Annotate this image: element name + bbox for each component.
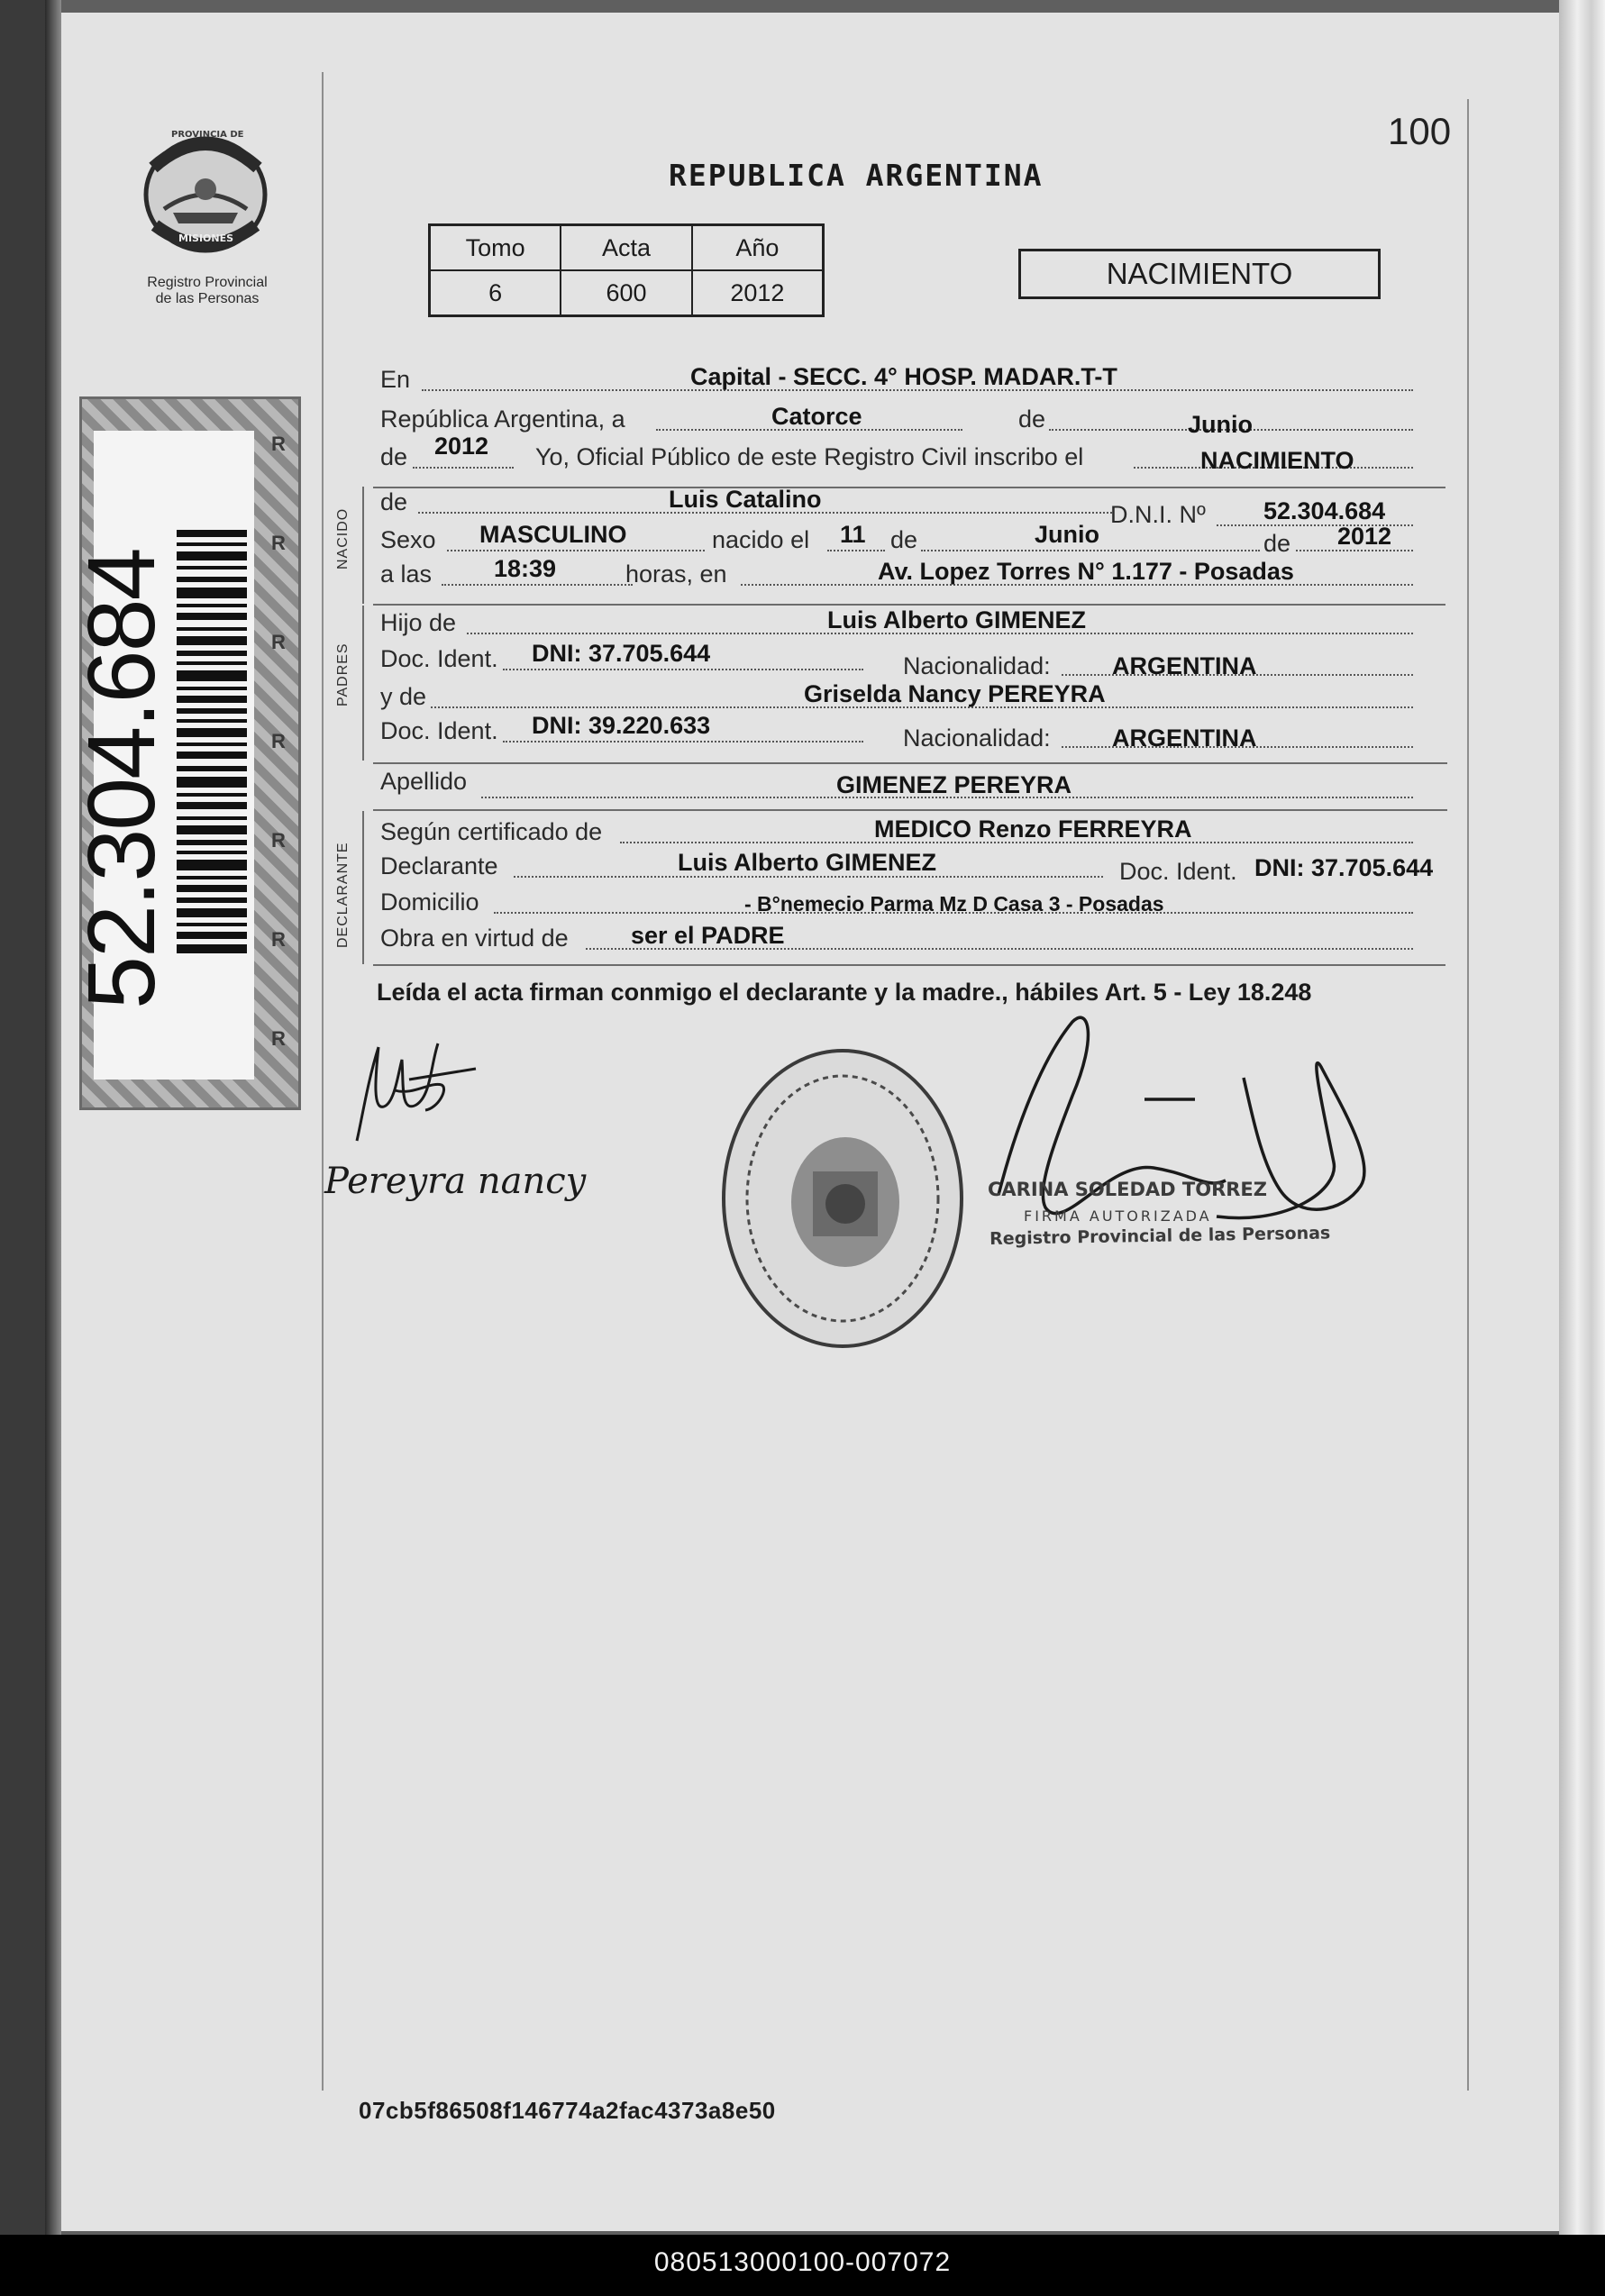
section-label-padres: PADRES <box>335 642 351 706</box>
value-birth-month: Junio <box>1035 521 1099 548</box>
value-mother-dni: DNI: 39.220.633 <box>532 712 711 739</box>
record-type-box: NACIMIENTO <box>1018 249 1381 299</box>
tag-pattern-letter: R <box>271 433 286 455</box>
divider <box>373 964 1445 966</box>
barcode-icon <box>177 530 247 953</box>
row-inscription <box>377 433 1444 479</box>
tag-pattern-letter: R <box>271 631 286 653</box>
label-de: de <box>1263 530 1291 557</box>
barcode-number: 52.304.684 <box>68 549 175 1009</box>
document-title: REPUBLICA ARGENTINA <box>669 158 1044 193</box>
right-margin-line <box>1467 99 1469 2091</box>
label-nacionalidad: Nacionalidad: <box>903 724 1051 752</box>
label-domicilio: Domicilio <box>380 888 479 916</box>
value-child-name: Luis Catalino <box>669 486 822 513</box>
document-hash: 07cb5f86508f146774a2fac4373a8e50 <box>359 2097 776 2124</box>
register-header-anio: Año <box>692 225 824 271</box>
book-page-edges <box>1559 0 1605 2235</box>
label-segun-certificado: Según certificado de <box>380 818 603 845</box>
label-oficial-publico: Yo, Oficial Público de este Registro Civil inscribo el <box>535 443 1084 470</box>
label-en: En <box>380 366 411 393</box>
label-de: de <box>380 488 408 515</box>
round-official-seal-icon <box>712 1036 973 1361</box>
value-birth-place: Av. Lopez Torres N° 1.177 - Posadas <box>878 558 1294 585</box>
label-a-las: a las <box>380 560 433 588</box>
official-stamp-line3: Registro Provincial de las Personas <box>989 1223 1331 1249</box>
label-republica: República Argentina, a <box>380 405 625 433</box>
value-child-dni: 52.304.684 <box>1263 497 1386 524</box>
row-padre-doc <box>377 640 1444 681</box>
label-de: de <box>890 526 918 553</box>
value-father-name: Luis Alberto GIMENEZ <box>827 606 1087 633</box>
emblem-caption <box>108 275 306 307</box>
value-month-written: Junio <box>1188 411 1253 438</box>
row-nacido-nombre <box>377 486 1444 528</box>
label-obra-en-virtud: Obra en virtud de <box>380 925 569 952</box>
value-place: Capital - SECC. 4° HOSP. MADAR.T-T <box>690 363 1117 390</box>
value-mother-nationality: ARGENTINA <box>1112 724 1257 752</box>
value-day-written: Catorce <box>771 403 862 430</box>
emblem-caption-line-1: Registro Provincial <box>147 275 268 290</box>
label-y-de: y de <box>380 683 427 710</box>
row-declarante <box>377 849 1444 888</box>
divider <box>373 809 1447 811</box>
divider <box>373 762 1447 764</box>
official-stamp-name: CARINA SOLEDAD TORREZ <box>988 1179 1268 1200</box>
footer-id: 080513000100-007072 <box>653 2247 952 2277</box>
label-doc-ident: Doc. Ident. <box>380 717 498 744</box>
mother-signature: Pereyra nancy <box>324 1161 587 1202</box>
value-declarante: Luis Alberto GIMENEZ <box>678 849 937 876</box>
label-doc-ident: Doc. Ident. <box>1119 858 1237 885</box>
section-bar-nacido <box>362 487 364 604</box>
label-de: de <box>1018 405 1046 433</box>
register-table <box>428 223 825 317</box>
row-date <box>377 405 1444 442</box>
label-hijo-de: Hijo de <box>380 609 457 636</box>
value-birth-year: 2012 <box>1337 523 1392 550</box>
row-madre-doc <box>377 712 1444 753</box>
tag-pattern-letter: R <box>271 928 286 951</box>
tag-pattern-letter: R <box>271 532 286 554</box>
emblem-seal-text-bottom: MISIONES <box>178 232 234 244</box>
value-declarante-dni: DNI: 37.705.644 <box>1254 854 1434 881</box>
register-value-tomo: 6 <box>430 270 561 316</box>
section-label-declarante: DECLARANTE <box>335 842 351 948</box>
label-nacido-el: nacido el <box>712 526 810 553</box>
label-sexo: Sexo <box>380 526 436 553</box>
emblem-caption-line-2: de las Personas <box>155 291 260 306</box>
value-domicilio: - B°nemecio Parma Mz D Casa 3 - Posadas <box>744 892 1164 916</box>
official-stamp-line2: FIRMA AUTORIZADA <box>1024 1207 1212 1225</box>
value-record-type: NACIMIENTO <box>1200 447 1354 474</box>
label-declarante: Declarante <box>380 852 498 879</box>
section-label-nacido: NACIDO <box>335 507 351 569</box>
divider <box>373 604 1445 606</box>
row-nacido-hora <box>377 555 1444 597</box>
closing-statement: Leída el acta firman conmigo el declarante y la madre., hábiles Art. 5 - Ley 18.248 <box>377 979 1312 1006</box>
left-margin-line <box>322 72 324 2091</box>
value-mother-name: Griselda Nancy PEREYRA <box>804 680 1106 707</box>
row-apellido <box>377 768 1444 804</box>
book-spine-edge <box>45 0 61 2235</box>
value-sexo: MASCULINO <box>479 521 627 548</box>
tag-pattern-letter: R <box>271 1027 286 1050</box>
tag-pattern-letter: R <box>271 829 286 852</box>
section-bar-padres <box>362 606 364 761</box>
value-birth-time: 18:39 <box>494 555 557 582</box>
value-birth-day: 11 <box>840 521 866 548</box>
label-apellido: Apellido <box>380 768 468 795</box>
emblem-seal-text-top: PROVINCIA DE <box>171 130 244 140</box>
value-certificado: MEDICO Renzo FERREYRA <box>874 815 1192 843</box>
page-number: 100 <box>1388 110 1452 152</box>
register-value-anio: 2012 <box>692 270 824 316</box>
row-place <box>377 363 1444 402</box>
label-horas-en: horas, en <box>625 560 727 588</box>
tag-pattern-letter: R <box>271 730 286 752</box>
section-bar-declarante <box>362 811 364 964</box>
label-doc-ident: Doc. Ident. <box>380 645 498 672</box>
value-father-nationality: ARGENTINA <box>1112 652 1257 679</box>
declarant-signature <box>332 1027 494 1144</box>
register-value-acta: 600 <box>561 270 692 316</box>
value-obra: ser el PADRE <box>631 922 785 949</box>
value-father-dni: DNI: 37.705.644 <box>532 640 711 667</box>
row-obra <box>377 922 1444 961</box>
label-de: de <box>380 443 408 470</box>
register-header-tomo: Tomo <box>430 225 561 271</box>
label-nacionalidad: Nacionalidad: <box>903 652 1051 679</box>
register-header-acta: Acta <box>561 225 692 271</box>
label-dni: D.N.I. Nº <box>1110 501 1206 528</box>
row-domicilio <box>377 888 1444 925</box>
value-year-written: 2012 <box>434 433 489 460</box>
value-apellido: GIMENEZ PEREYRA <box>836 771 1072 798</box>
